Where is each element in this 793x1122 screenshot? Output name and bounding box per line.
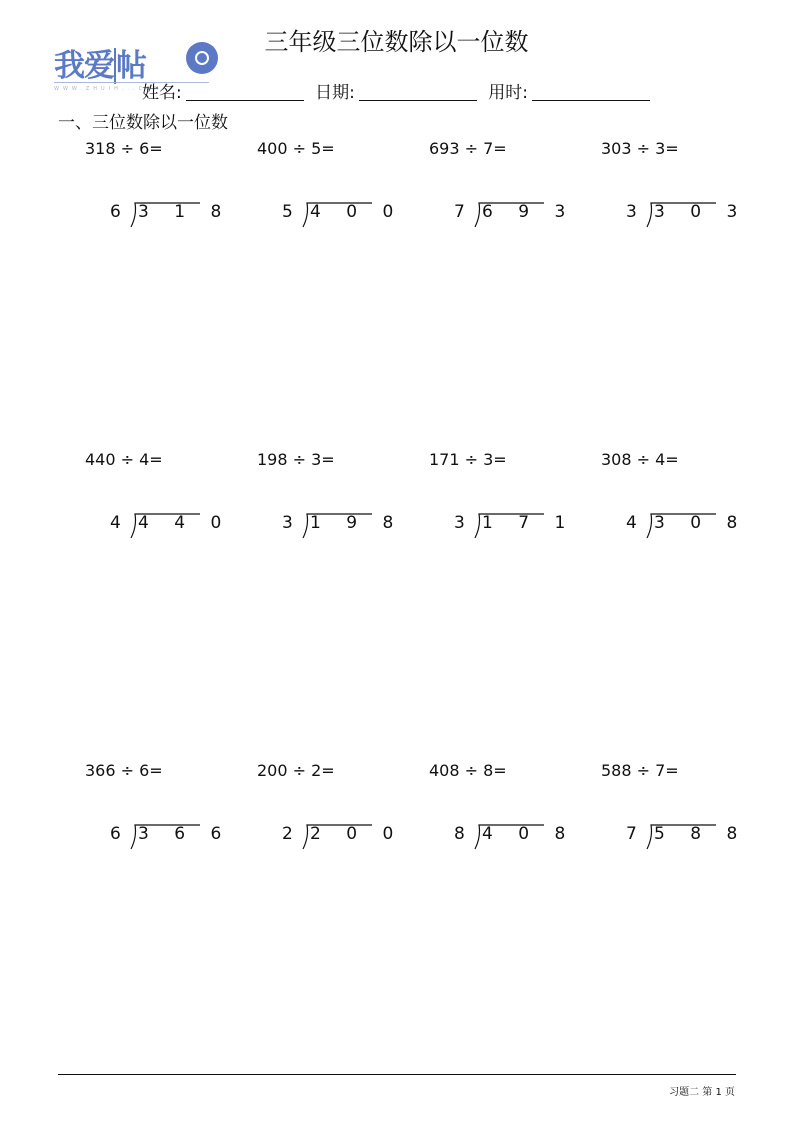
- name-label: 姓名:: [142, 83, 182, 103]
- dividend: 2 0 0: [310, 824, 404, 844]
- problem-equation: 408 ÷ 8=: [429, 761, 507, 780]
- divisor: 6: [110, 202, 121, 222]
- divisor: 6: [110, 824, 121, 844]
- problem-equation: 440 ÷ 4=: [85, 450, 163, 469]
- problem-equation: 588 ÷ 7=: [601, 761, 679, 780]
- problem-equation: 303 ÷ 3=: [601, 139, 679, 158]
- logo-part-3: 帖: [116, 48, 146, 84]
- problem-equation: 308 ÷ 4=: [601, 450, 679, 469]
- problem-item: [257, 761, 427, 881]
- problem-item: [429, 139, 599, 259]
- divisor: 5: [282, 202, 293, 222]
- dividend: 3 6 6: [138, 824, 232, 844]
- long-division: [601, 512, 771, 542]
- problem-item: [85, 761, 255, 881]
- problem-equation: 200 ÷ 2=: [257, 761, 335, 780]
- long-division: [85, 823, 255, 853]
- problem-item: [85, 139, 255, 259]
- problem-item: [429, 761, 599, 881]
- divisor: 4: [110, 513, 121, 533]
- divisor: 2: [282, 824, 293, 844]
- long-division: [601, 201, 771, 231]
- page-footer: 习题二 第 1 页: [669, 1087, 735, 1098]
- footer-divider: [58, 1074, 736, 1075]
- dividend: 4 0 8: [482, 824, 576, 844]
- section-title: 一、三位数除以一位数: [58, 113, 228, 133]
- long-division: [429, 823, 599, 853]
- date-field[interactable]: [359, 83, 477, 101]
- logo-part-1: 我爱: [54, 48, 114, 84]
- page-title: 三年级三位数除以一位数: [264, 28, 529, 56]
- date-label: 日期:: [315, 83, 355, 103]
- divisor: 7: [626, 824, 637, 844]
- problem-equation: 171 ÷ 3=: [429, 450, 507, 469]
- dividend: 4 0 0: [310, 202, 404, 222]
- time-label: 用时:: [488, 83, 529, 103]
- divisor: 3: [626, 202, 637, 222]
- dividend: 1 7 1: [482, 513, 576, 533]
- problem-item: [429, 450, 599, 570]
- divisor: 7: [454, 202, 465, 222]
- long-division: [601, 823, 771, 853]
- long-division: [257, 201, 427, 231]
- problem-item: [601, 761, 771, 881]
- long-division: [257, 823, 427, 853]
- divisor: 3: [282, 513, 293, 533]
- dividend: 5 8 8: [654, 824, 748, 844]
- logo-url: WWW.ZHUIH...COM: [54, 86, 163, 92]
- problem-item: [601, 450, 771, 570]
- problem-equation: 198 ÷ 3=: [257, 450, 335, 469]
- name-field[interactable]: [186, 83, 304, 101]
- problem-item: [257, 450, 427, 570]
- long-division: [85, 512, 255, 542]
- long-division: [429, 512, 599, 542]
- problem-equation: 693 ÷ 7=: [429, 139, 507, 158]
- problem-equation: 318 ÷ 6=: [85, 139, 163, 158]
- problem-equation: 366 ÷ 6=: [85, 761, 163, 780]
- dividend: 4 4 0: [138, 513, 232, 533]
- problem-item: [85, 450, 255, 570]
- time-field[interactable]: [532, 83, 650, 101]
- info-line: [142, 78, 656, 103]
- long-division: [429, 201, 599, 231]
- divisor: 3: [454, 513, 465, 533]
- divisor: 4: [626, 513, 637, 533]
- dividend: 3 1 8: [138, 202, 232, 222]
- problem-item: [257, 139, 427, 259]
- dividend: 1 9 8: [310, 513, 404, 533]
- problem-item: [601, 139, 771, 259]
- dividend: 3 0 8: [654, 513, 748, 533]
- problem-equation: 400 ÷ 5=: [257, 139, 335, 158]
- divisor: 8: [454, 824, 465, 844]
- dividend: 3 0 3: [654, 202, 748, 222]
- long-division: [257, 512, 427, 542]
- long-division: [85, 201, 255, 231]
- dividend: 6 9 3: [482, 202, 576, 222]
